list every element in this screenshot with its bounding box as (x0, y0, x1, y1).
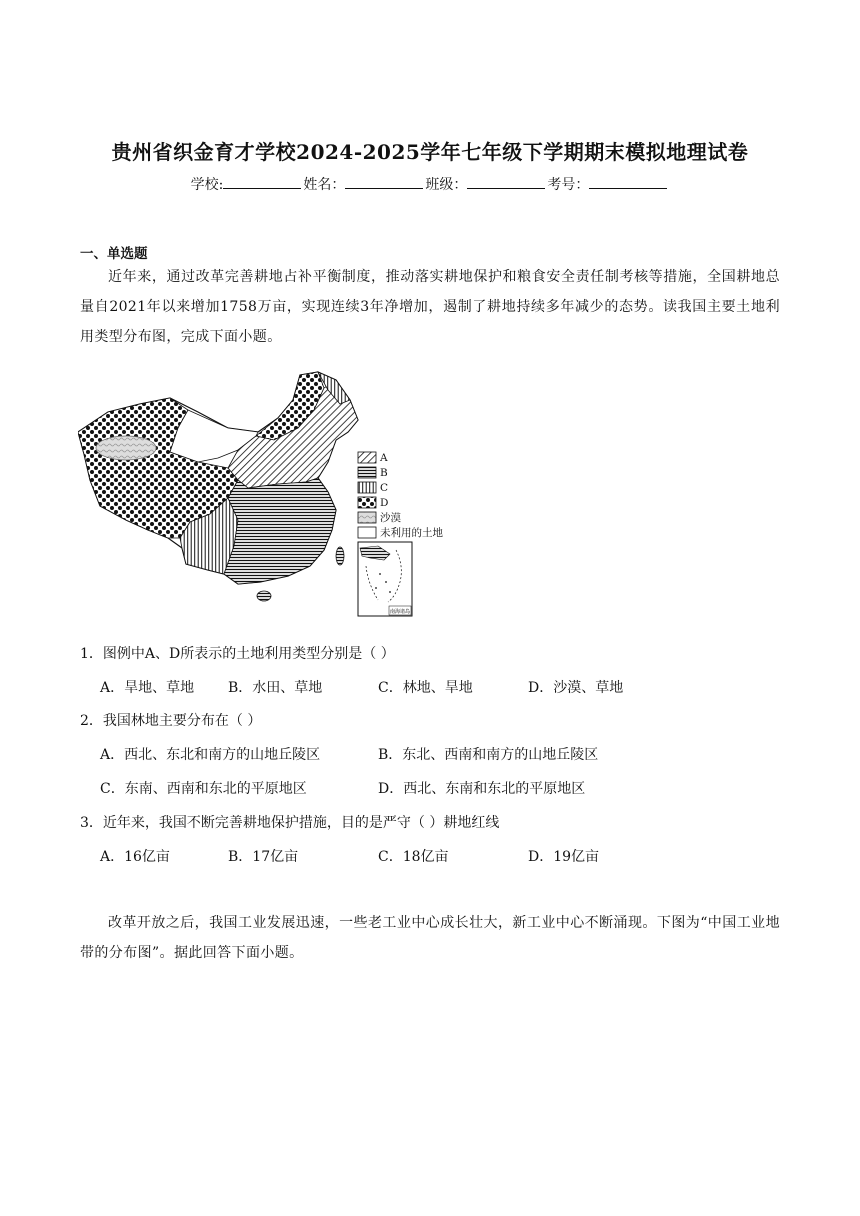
legend-label-a: A (380, 452, 388, 464)
region-b (224, 478, 336, 584)
legend-swatch-a (358, 452, 376, 463)
question-3-option-c[interactable]: C．18亿亩 (378, 849, 449, 865)
school-blank (223, 174, 301, 189)
question-2-stem: 2．我国林地主要分布在（ ） (80, 713, 262, 729)
name-label: 姓名： (303, 177, 346, 193)
legend-swatch-desert (358, 512, 376, 523)
exam-no-label: 考号： (547, 177, 590, 193)
class-label: 班级： (425, 177, 468, 193)
legend-swatch-c (358, 482, 376, 493)
exam-no-blank (589, 174, 667, 189)
south-china-sea-inset (358, 542, 412, 616)
region-desert (96, 436, 156, 460)
question-2-option-c[interactable]: C．东南、西南和东北的平原地区 (100, 781, 307, 797)
legend-label-c: C (380, 482, 389, 494)
land-use-map (78, 370, 450, 618)
legend-label-desert: 沙漠 (380, 512, 401, 524)
question-3-option-d[interactable]: D．19亿亩 (528, 849, 600, 865)
question-1-option-a[interactable]: A．旱地、草地 (100, 680, 195, 696)
section-heading: 一、单选题 (80, 246, 148, 262)
legend-swatch-d (358, 497, 376, 508)
passage-1: 近年来，通过改革完善耕地占补平衡制度，推动落实耕地保护和粮食安全责任制考核等措施，全国耕地总量自2021年以来增加1758万亩，实现连续3年净增加，遏制了耕地持续多年减少的态势。读我国主要土地利用类型分布图，完成下面小题。 (80, 269, 780, 345)
question-1-option-c[interactable]: C．林地、旱地 (378, 680, 473, 696)
land-use-map-figure (78, 370, 450, 618)
inset-label: 南海诸岛 (389, 609, 411, 615)
student-info-line (0, 174, 860, 194)
legend-label-b: B (380, 467, 388, 479)
legend-swatch-b (358, 467, 376, 478)
question-3-option-b[interactable]: B．17亿亩 (228, 849, 299, 865)
taiwan-island (336, 547, 344, 565)
legend-label-unused: 未利用的土地 (380, 527, 443, 539)
passage-2: 改革开放之后，我国工业发展迅速，一些老工业中心成长壮大，新工业中心不断涌现。下图为“中国工业地带的分布图”。据此回答下面小题。 (80, 915, 780, 961)
question-3-stem: 3．近年来，我国不断完善耕地保护措施，目的是严守（ ）耕地红线 (80, 815, 500, 831)
legend-swatch-unused (358, 527, 376, 538)
question-3-option-a[interactable]: A．16亿亩 (100, 849, 170, 865)
legend-label-d: D (380, 497, 389, 509)
question-2-option-a[interactable]: A．西北、东北和南方的山地丘陵区 (100, 747, 321, 763)
hainan-island (257, 591, 271, 601)
page-title: 贵州省织金育才学校2024-2025学年七年级下学期期末模拟地理试卷 (111, 140, 749, 164)
map-legend (358, 452, 443, 539)
question-1-option-b[interactable]: B．水田、草地 (228, 680, 323, 696)
school-label: 学校: (190, 177, 224, 193)
name-blank (345, 174, 423, 189)
question-1-stem: 1．图例中A、D所表示的土地利用类型分别是（ ） (80, 646, 395, 662)
question-1-option-d[interactable]: D．沙漠、草地 (528, 680, 624, 696)
class-blank (467, 174, 545, 189)
question-2-option-d[interactable]: D．西北、东南和东北的平原地区 (378, 781, 586, 797)
question-2-option-b[interactable]: B．东北、西南和南方的山地丘陵区 (378, 747, 599, 763)
